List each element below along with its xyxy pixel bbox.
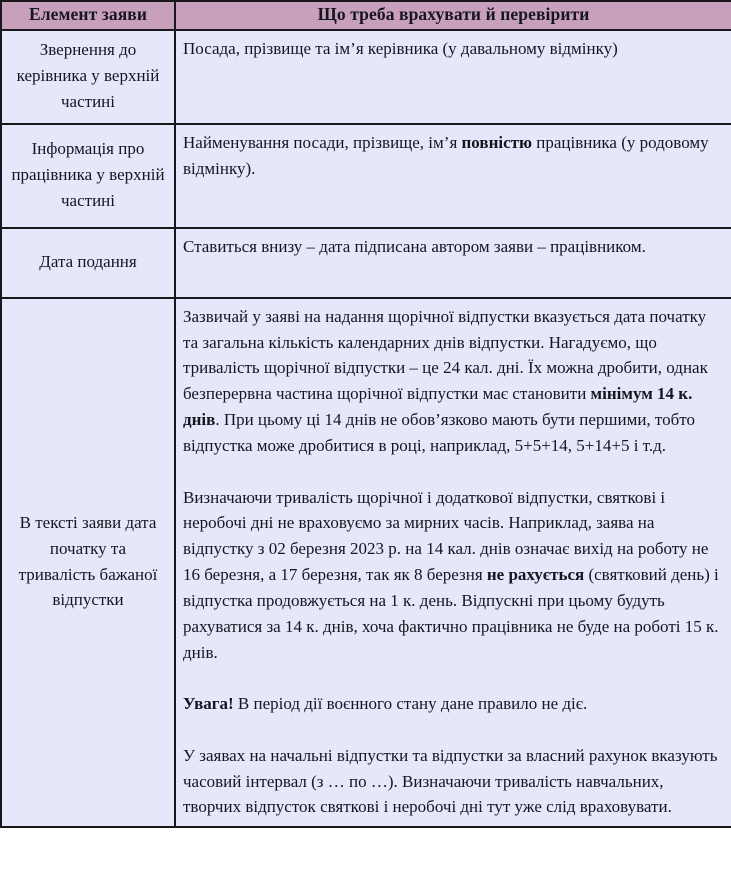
paragraph [183,485,725,666]
emphasis-text: повністю [461,132,532,152]
emphasis-text: не рахується [486,565,585,585]
row-label: Дата подання [1,228,175,298]
column-header-checklist: Що треба врахувати й перевірити [175,1,731,30]
paragraph [183,304,725,459]
emphasis-text: мінімум 14 к. днів [183,384,693,430]
row-content [175,298,731,828]
plain-text: Найменування посади, прізвище, ім’я [183,132,462,152]
column-header-element: Елемент заяви [1,1,175,30]
table-row [1,124,731,228]
paragraph [183,743,725,820]
paragraph [183,130,725,182]
row-content [175,124,731,228]
row-label: В тексті заяви дата початку та тривалість бажаної відпустки [1,298,175,828]
paragraph: Посада, прізвище та ім’я керівника (у давальному відмінку) [183,39,618,59]
emphasis-text: Увага! [183,694,234,714]
table-header-row [1,1,731,30]
row-content [175,228,731,298]
table-row [1,30,731,123]
row-content [175,30,731,123]
plain-text: У заявах на начальні відпустки та відпустки за власний рахунок вказують часовий інтервал (з … по …). Визначаючи тривалість навчальних, творчих відпусток святкові і неробочі дні тут уже слід враховувати. [183,745,718,817]
plain-text: В період дії воєнного стану дане правило не діє. [233,694,588,714]
paragraph [183,691,725,717]
paragraph: Ставиться внизу – дата підписана автором заяви – працівником. [183,236,646,256]
plain-text: . При цьому ці 14 днів не обов’язково мають бути першими, тобто відпустка може дробитися в році, наприклад, 5+5+14, 5+14+5 і т.д. [183,410,695,455]
table-row [1,298,731,828]
plain-text: (святковий день) і відпустка продовжується на 1 к. день. Відпускні при цьому будуть рахуватися за 14 к. днів, хоча фактично працівника не буде на роботі 15 к. днів. [183,565,719,662]
table-header [1,1,731,30]
plain-text: Зазвичай у заяві на надання щорічної відпустки вказується дата початку та загальна кількість календарних днів відпустки. Нагадуємо, що тривалість щорічної відпустки – це 24 кал. дні. Їх можна дробити, однак безперервна частина щорічної відпустки має становити [183,306,708,404]
table-row [1,228,731,298]
plain-text: Визначаючи тривалість щорічної і додаткової відпустки, святкові і неробочі дні не враховуємо за мирних часів. Наприклад, заява на відпустку з 02 березня 2023 р. на 14 кал. днів означає вихід на роботу не 16 березня, а 17 березня, так як 8 березня [183,487,709,585]
row-label: Інформація про працівника у верхній частині [1,124,175,228]
plain-text: працівника (у родовому відмінку). [183,132,709,178]
table-body [1,30,731,827]
row-label: Звернення до керівника у верхній частині [1,30,175,123]
